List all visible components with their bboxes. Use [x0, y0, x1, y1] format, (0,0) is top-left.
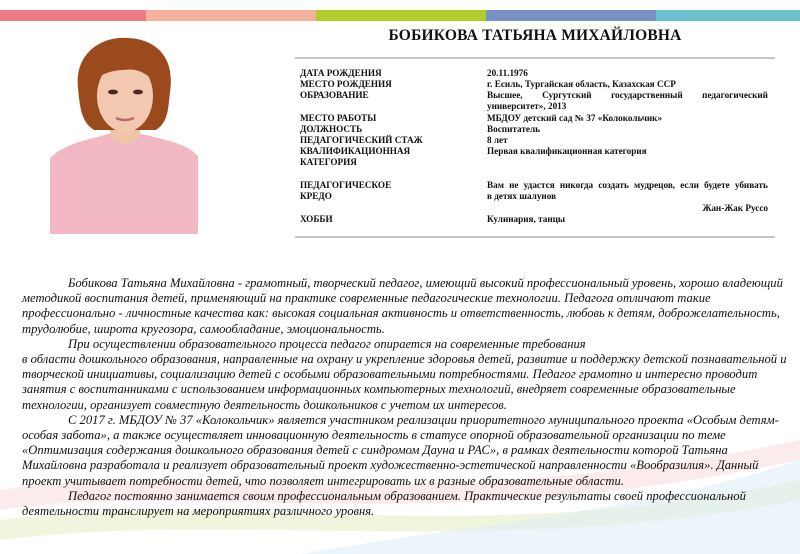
- stripe-segment-5: [656, 10, 800, 21]
- portrait-photo-icon: [46, 30, 202, 234]
- experience-value: 8 лет: [487, 135, 508, 145]
- credo-value-line2: в детях шалунов: [487, 191, 557, 201]
- education-word: государственный: [611, 90, 683, 100]
- credo-word: будете: [704, 180, 730, 190]
- work-value: МБДОУ детский сад № 37 «Колокольчик»: [487, 113, 663, 123]
- credo-label: ПЕДАГОГИЧЕСКОЕ: [300, 180, 392, 190]
- biography-line: в области дошкольного образования, направленные на охрану и укрепление здоровья детей, развитие и поддержку детской познавательной и: [22, 352, 787, 366]
- credo-word: удастся: [523, 180, 555, 190]
- credo-word: создать: [598, 180, 629, 190]
- work-label: МЕСТО РАБОТЫ: [300, 113, 377, 123]
- biography-line: При осуществлении образовательного процесса педагог опирается на современные требования: [68, 336, 586, 351]
- stripe-segment-3: [316, 10, 486, 21]
- biography-line: творческой инициативы, социализацию детей с особыми образовательными потребностями. Педагог грамотно и интересно проводит: [22, 367, 758, 382]
- education-label: ОБРАЗОВАНИЕ: [300, 90, 369, 100]
- biography-line: деятельности транслирует на мероприятиях различного уровня.: [22, 504, 375, 518]
- biography-line: проект учитывает потребности детей, что позволяет интегрировать их в разные образовательные области.: [22, 473, 624, 488]
- education-word: педагогический: [702, 90, 768, 100]
- biography-line: Бобикова Татьяна Михайловна - грамотный, творческий педагог, имеющий высокий профессиональный уровень, хорошо владеющий: [68, 276, 783, 290]
- education-value: [487, 90, 768, 101]
- biography-line: профессионально - личностные качества как: высокая социальная активность и ответственность, любовь к детям, доброжелательность,: [22, 306, 780, 321]
- credo-word: убивать: [734, 180, 768, 190]
- birth-date-value: 20.11.1976: [487, 68, 528, 78]
- credo-word: не: [509, 180, 519, 190]
- divider-bottom: [295, 236, 775, 238]
- credo-word: если: [680, 180, 699, 190]
- biography-line: технологии, организует совместную деятельность дошкольников с учетом их интересов.: [22, 397, 507, 412]
- education-word: Сургутский: [542, 90, 592, 100]
- biography-line: особая забота», а также осуществляет инновационную деятельность в статусе опорной образовательной организации по теме: [22, 428, 726, 442]
- biography-line: занятия с воспитанниками с использованием информационных компьютерных технологий, внедряет современные образовательные: [22, 382, 736, 397]
- category-label-line2: КАТЕГОРИЯ: [300, 157, 357, 167]
- stripe-segment-2: [146, 10, 316, 21]
- page-title: БОБИКОВА ТАТЬЯНА МИХАЙЛОВНА: [388, 27, 682, 44]
- credo-author: Жан-Жак Руссо: [702, 203, 768, 213]
- biography-line: Михайловна разработала и реализует образовательный проект художественно-эстетической направленности «Вообразилия». Данный: [22, 458, 759, 473]
- hobby-label: ХОББИ: [300, 214, 333, 224]
- education-word: Высшее,: [487, 90, 523, 100]
- credo-word: Вам: [487, 180, 504, 190]
- position-value: Воспитатель: [487, 124, 540, 134]
- birth-date-label: ДАТА РОЖДЕНИЯ: [300, 68, 382, 78]
- credo-label-line2: КРЕДО: [300, 191, 332, 201]
- biography-line: С 2017 г. МБДОУ № 37 «Колокольчик» является участником реализации приоритетного муниципального проекта «Особым детям-: [68, 412, 779, 427]
- credo-word: мудрецов,: [634, 180, 676, 190]
- category-label: КВАЛИФИКАЦИОННАЯ: [300, 146, 411, 156]
- position-label: ДОЛЖНОСТЬ: [300, 124, 363, 134]
- biography-line: Педагог постоянно занимается своим профессиональным образованием. Практические результаты своей профессиональной: [68, 488, 746, 503]
- credo-value: [487, 180, 768, 191]
- biography-line: «Оптимизация содержания дошкольного образования детей с синдромом Дауна и РАС», в рамках деятельности которой Татьяна: [22, 443, 728, 458]
- divider-top: [295, 57, 775, 59]
- birth-place-label: МЕСТО РОЖДЕНИЯ: [300, 79, 392, 89]
- education-value-line2: университет», 2013: [487, 101, 567, 111]
- credo-word: никогда: [559, 180, 594, 190]
- stripe-segment-4: [486, 10, 656, 21]
- biography-line: трудолюбие, широта кругозора, самообладание, эмоциональность.: [22, 321, 385, 336]
- stripe-segment-1: [0, 10, 146, 21]
- biography-line: методикой воспитания детей, применяющий на практике современные педагогические технологии. Педагога отличают такие: [22, 291, 711, 306]
- birth-place-value: г. Есиль, Тургайская область, Казахская ССР: [487, 79, 676, 89]
- category-value: Первая квалификационная категория: [487, 146, 647, 156]
- experience-label: ПЕДАГОГИЧЕСКИЙ СТАЖ: [300, 135, 423, 145]
- hobby-value: Кулинария, танцы: [487, 214, 566, 224]
